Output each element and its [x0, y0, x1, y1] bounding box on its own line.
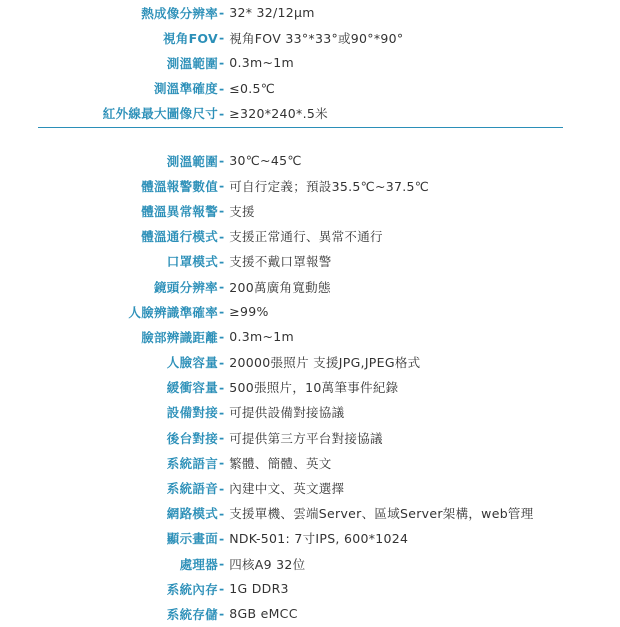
- spec-value: 8GB eMCC: [229, 606, 298, 622]
- spec-value: 32* 32/12μm: [229, 5, 315, 21]
- spec-value: 支援正常通行、異常不通行: [229, 229, 383, 245]
- spec-separator: -: [219, 279, 225, 295]
- spec-row: [0, 173, 620, 198]
- spec-row: [0, 224, 620, 249]
- spec-row: [0, 249, 620, 274]
- spec-group-thermal: [0, 0, 620, 126]
- spec-separator: -: [219, 203, 225, 219]
- spec-label: 測溫準確度: [153, 81, 218, 97]
- spec-row: [0, 601, 620, 626]
- spec-value: 支援: [229, 203, 255, 219]
- spec-row: [0, 400, 620, 425]
- spec-label: 處理器: [179, 556, 218, 572]
- spec-row: [0, 551, 620, 576]
- spec-value: 可自行定義；預設35.5℃~37.5℃: [229, 178, 430, 194]
- spec-value: 繁體、簡體、英文: [229, 455, 332, 471]
- spec-value: ≤0.5℃: [229, 80, 276, 96]
- spec-separator: -: [219, 581, 225, 597]
- spec-row: [0, 299, 620, 324]
- spec-value: 可提供第三方平台對接協議: [229, 430, 383, 446]
- spec-separator: -: [219, 354, 225, 370]
- spec-label: 鏡頭分辨率: [153, 279, 218, 295]
- spec-value: 支援不戴口罩報警: [229, 254, 332, 270]
- spec-separator: -: [219, 379, 225, 395]
- spec-label: 顯示畫面: [166, 531, 218, 547]
- spec-row: [0, 148, 620, 173]
- spec-label: 測溫範圍: [166, 153, 218, 169]
- section-divider: [38, 127, 563, 128]
- spec-value: 0.3m~1m: [229, 329, 294, 345]
- spec-label: 系統語音: [166, 481, 218, 497]
- spec-separator: -: [219, 105, 225, 121]
- spec-row: [0, 101, 620, 126]
- spec-value: 30℃~45℃: [229, 153, 302, 169]
- spec-separator: -: [219, 404, 225, 420]
- spec-label: 系統內存: [166, 581, 218, 597]
- spec-separator: -: [219, 556, 225, 572]
- spec-label: 緩衝容量: [166, 380, 218, 396]
- spec-label: 紅外線最大圖像尺寸: [102, 106, 218, 122]
- spec-group-face-recognition: [0, 148, 620, 627]
- spec-label: 熱成像分辨率: [141, 5, 218, 21]
- spec-row: [0, 50, 620, 75]
- spec-label: 人臉容量: [166, 355, 218, 371]
- spec-row: [0, 25, 620, 50]
- spec-separator: -: [219, 606, 225, 622]
- spec-separator: -: [219, 153, 225, 169]
- spec-separator: -: [219, 430, 225, 446]
- spec-row: [0, 198, 620, 223]
- spec-row: [0, 76, 620, 101]
- spec-label: 設備對接: [166, 405, 218, 421]
- spec-row: [0, 501, 620, 526]
- spec-label: 系統語言: [166, 455, 218, 471]
- spec-value: 四核A9 32位: [229, 556, 306, 572]
- spec-row: [0, 450, 620, 475]
- spec-separator: -: [219, 80, 225, 96]
- spec-row: [0, 0, 620, 25]
- spec-separator: -: [219, 530, 225, 546]
- spec-separator: -: [219, 505, 225, 521]
- spec-separator: -: [219, 304, 225, 320]
- spec-label: 臉部辨識距離: [141, 329, 218, 345]
- spec-value: 內建中文、英文選擇: [229, 481, 345, 497]
- spec-label: 口罩模式: [166, 254, 218, 270]
- spec-value: 0.3m~1m: [229, 55, 294, 71]
- spec-row: [0, 375, 620, 400]
- spec-row: [0, 576, 620, 601]
- spec-row: [0, 475, 620, 500]
- spec-label: 網路模式: [166, 506, 218, 522]
- spec-value: NDK-501: 7寸IPS, 600*1024: [229, 531, 409, 547]
- spec-separator: -: [219, 455, 225, 471]
- spec-label: 體溫通行模式: [141, 229, 218, 245]
- spec-label: 人臉辨識準確率: [128, 304, 218, 320]
- spec-label: 測溫範圍: [166, 55, 218, 71]
- spec-row: [0, 425, 620, 450]
- spec-value: 1G DDR3: [229, 581, 289, 597]
- spec-row: [0, 526, 620, 551]
- spec-value: 支援單機、雲端Server、區域Server架構，web管理: [229, 506, 534, 522]
- spec-label: 視角FOV: [162, 30, 218, 46]
- spec-label: 系統存儲: [166, 606, 218, 622]
- spec-separator: -: [219, 329, 225, 345]
- spec-separator: -: [219, 253, 225, 269]
- spec-label: 體溫報警數值: [141, 178, 218, 194]
- spec-label: 體溫異常報警: [141, 203, 218, 219]
- spec-value: 20000張照片 支援JPG,JPEG格式: [229, 355, 421, 371]
- spec-row: [0, 350, 620, 375]
- spec-label: 後台對接: [166, 430, 218, 446]
- spec-separator: -: [219, 5, 225, 21]
- spec-value: ≥320*240*.5米: [229, 106, 328, 122]
- spec-separator: -: [219, 228, 225, 244]
- spec-value: 500張照片，10萬筆事件紀錄: [229, 380, 399, 396]
- spec-separator: -: [219, 480, 225, 496]
- spec-separator: -: [219, 55, 225, 71]
- spec-separator: -: [219, 30, 225, 46]
- spec-value: ≥99%: [229, 304, 269, 320]
- spec-value: 200萬廣角寬動態: [229, 279, 331, 295]
- spec-value: 視角FOV 33°*33°或90°*90°: [229, 30, 404, 46]
- spec-value: 可提供設備對接協議: [229, 405, 345, 421]
- spec-row: [0, 274, 620, 299]
- spec-separator: -: [219, 178, 225, 194]
- spec-row: [0, 324, 620, 349]
